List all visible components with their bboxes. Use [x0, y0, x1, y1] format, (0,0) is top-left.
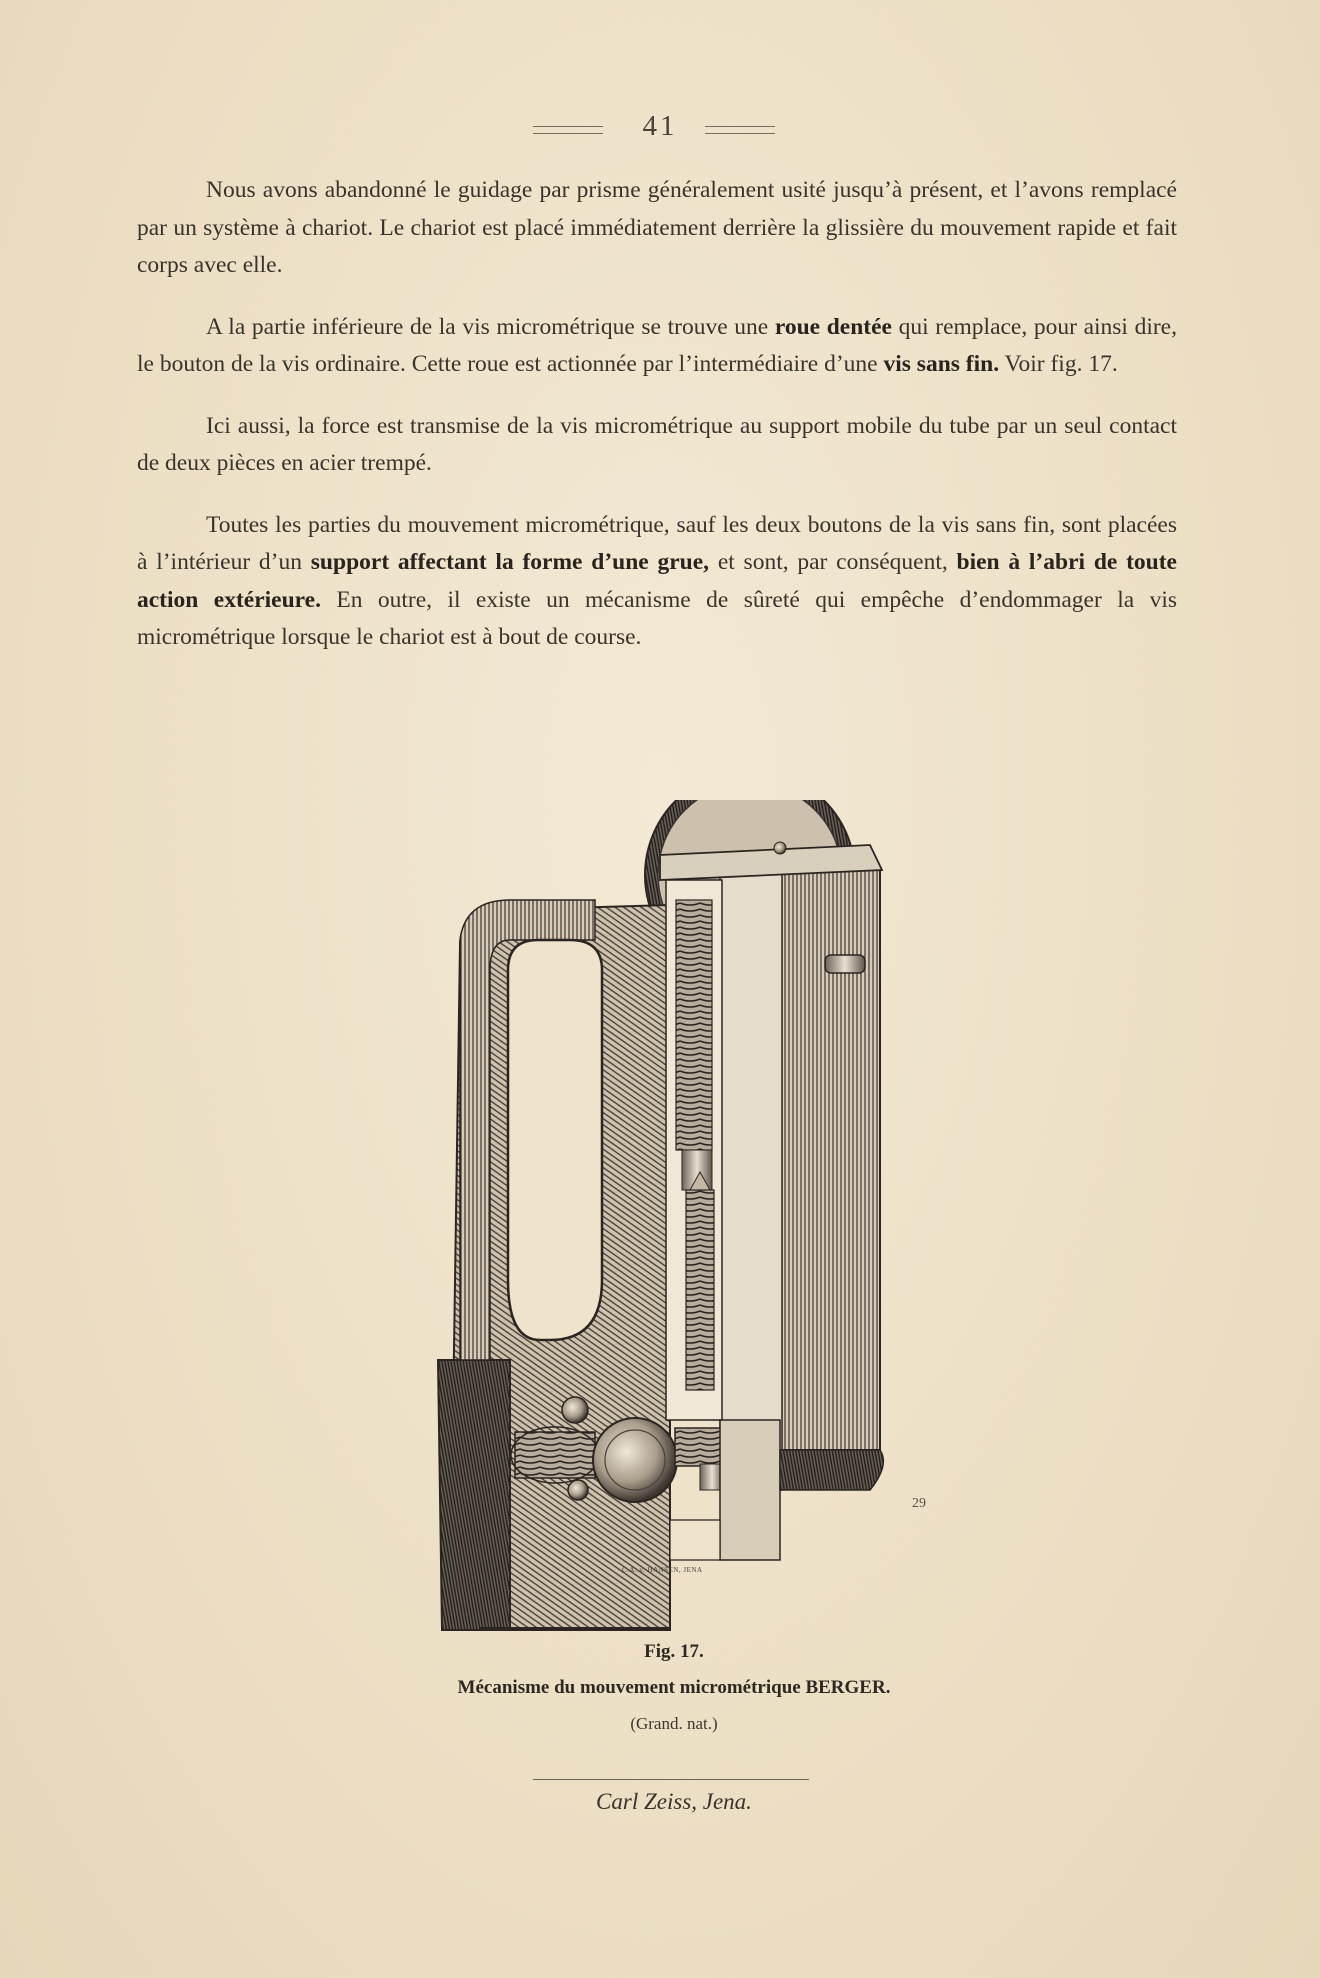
- text-run: qui remplace, pour ainsi dire, le bouton de la vis ordinaire. Cette roue est actionnée par l’intermédiaire d’une: [137, 313, 1177, 377]
- figure-caption-title: Mécanisme du mouvement micrométrique BERGER.: [457, 1677, 891, 1698]
- engraver-credit: C.A. v. HANSEN, JENA: [622, 1566, 703, 1574]
- text-run: En outre, il existe un mécanisme de sûreté qui empêche d’endommager la vis micrométrique lorsque le chariot est à bout de course.: [137, 586, 1178, 650]
- header-rule-left: [533, 126, 603, 134]
- paragraph: [137, 172, 1177, 285]
- figure-illustration: [420, 800, 940, 1640]
- text-run: Ici aussi, la force est transmise de la vis micrométrique au support mobile du tube par un seul contact de deux pièces en acier trempé.: [137, 412, 1177, 476]
- paragraph: [137, 507, 1177, 657]
- page-header: [0, 108, 1320, 148]
- figure-number-label: 29: [912, 1496, 926, 1511]
- gear-left-icon: [511, 1427, 599, 1483]
- header-rule-right: [705, 126, 775, 134]
- paragraph: [137, 408, 1177, 483]
- page-number: 41: [642, 110, 678, 142]
- footer-rule: [533, 1779, 809, 1780]
- body-text: [137, 172, 1177, 681]
- text-run: Toutes les parties du mouvement micrométrique, sauf les deux boutons de la vis sans fin, sont placées à l’intérieur d’un: [137, 511, 1177, 575]
- text-run: A la partie inférieure de la vis micrométrique se trouve une: [206, 313, 775, 340]
- text-run: et sont, par conséquent,: [709, 549, 957, 575]
- bold-run: vis sans fin.: [883, 351, 1000, 377]
- bold-run: bien à l’abri de toute action extérieure.: [137, 549, 1177, 613]
- bold-run: roue dentée: [774, 313, 892, 340]
- text-run: Nous avons abandonné le guidage par prisme généralement usité jusqu’à présent, et l’avons remplacé par un système à chariot. Le chariot est placé immédiatement derrière la glissière du mouvement rapide et fait corps avec elle.: [137, 177, 1177, 278]
- footer-publisher: Carl Zeiss, Jena.: [596, 1789, 752, 1814]
- bold-run: support affectant la forme d’une grue,: [310, 549, 710, 575]
- text-run: Voir fig. 17.: [999, 351, 1118, 377]
- figure-caption-scale: (Grand. nat.): [630, 1714, 718, 1733]
- figure-caption-number: Fig. 17.: [644, 1641, 704, 1662]
- paragraph: [137, 309, 1177, 384]
